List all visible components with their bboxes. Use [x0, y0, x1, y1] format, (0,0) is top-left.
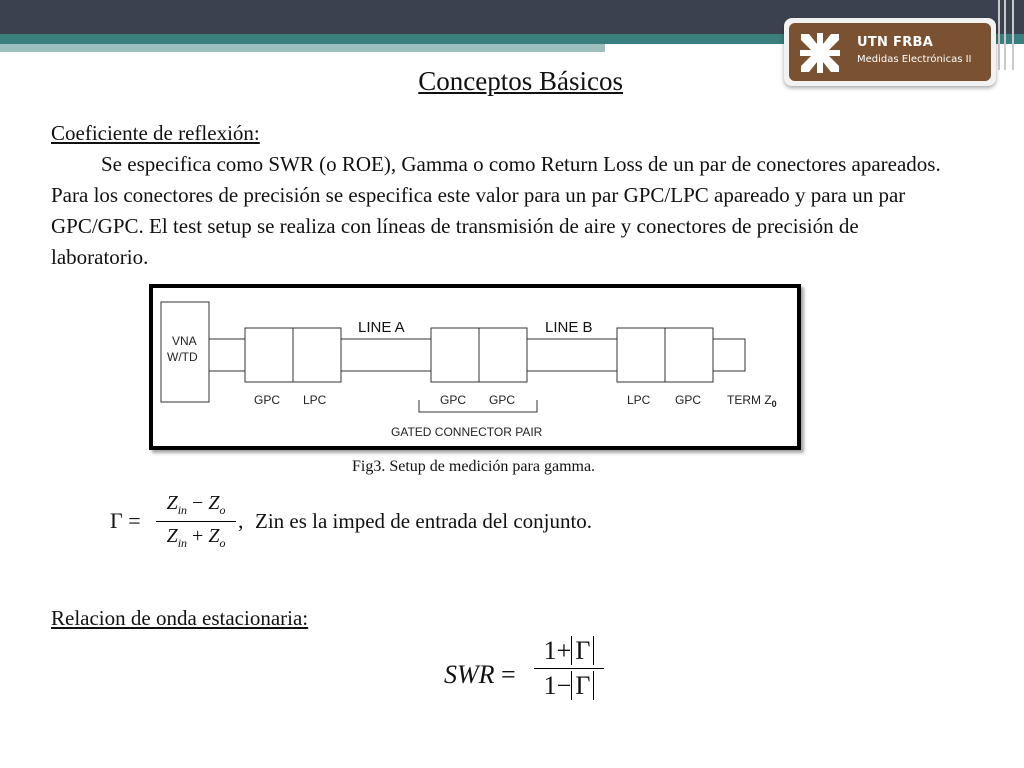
setup-diagram	[153, 288, 797, 446]
connector-label: GPC	[489, 393, 516, 407]
num-z-o: Z	[208, 492, 220, 514]
gated-connector-label: GATED CONNECTOR PAIR	[391, 425, 543, 439]
figure-caption: Fig3. Setup de medición para gamma.	[352, 458, 596, 475]
swr-den-prefix: 1−	[543, 671, 572, 700]
vna-label-line1: VNA	[172, 334, 197, 348]
gamma-comma: ,	[238, 508, 244, 533]
slide-title: Conceptos Básicos	[418, 66, 623, 96]
right-edge-lines	[994, 0, 1024, 70]
swr-numerator	[534, 636, 604, 666]
den-z-o: Z	[208, 525, 220, 547]
swr-num-prefix: 1+	[543, 636, 572, 665]
gamma-lhs: Γ =	[110, 508, 141, 533]
gamma-description: Zin es la imped de entrada del conjunto.	[255, 509, 593, 533]
connector-label: GPC	[675, 393, 702, 407]
gamma-numerator	[156, 492, 236, 518]
section-paragraph	[51, 149, 951, 273]
term-label-sub: 0	[771, 399, 777, 409]
num-operator: −	[187, 492, 209, 514]
den-operator: +	[187, 525, 209, 547]
gamma-denominator	[156, 525, 236, 551]
gamma-fraction-line	[156, 521, 236, 522]
section-heading-reflection: Coeficiente de reflexión:	[51, 121, 260, 145]
swr-num-gamma: Γ	[571, 636, 594, 665]
gamma-formula	[110, 492, 670, 554]
swr-den-gamma: Γ	[571, 671, 594, 700]
swr-symbol: SWR	[444, 660, 495, 689]
den-sub-o: o	[219, 536, 226, 550]
line-b-label: LINE B	[545, 319, 593, 336]
swr-lhs	[444, 660, 516, 690]
slide-title-wrap	[0, 66, 1004, 97]
vna-label-line2: W/TD	[167, 350, 198, 364]
logo-title: UTN FRBA	[857, 35, 934, 50]
connector-label: GPC	[440, 393, 467, 407]
swr-denominator	[534, 671, 604, 701]
logo-subtitle: Medidas Electrónicas II	[857, 54, 972, 65]
term-label	[727, 393, 777, 409]
connector-label: GPC	[254, 393, 281, 407]
term-label-main: TERM Z	[727, 393, 772, 407]
swr-fraction-line	[534, 668, 604, 669]
num-sub-o: o	[219, 503, 226, 517]
swr-equals: =	[494, 660, 516, 689]
setup-figure	[149, 284, 801, 450]
den-sub-in: in	[177, 536, 188, 550]
top-pale-bar	[0, 44, 605, 52]
swr-fraction	[534, 636, 604, 701]
line-a-label: LINE A	[358, 319, 405, 336]
swr-formula	[444, 636, 624, 726]
connector-label: LPC	[303, 393, 327, 407]
paragraph-text: Se especifica como SWR (o ROE), Gamma o como Return Loss de un par de conectores apareados. Para los conectores de precisión se especifica este valor para un par GPC/LPC apareado y para un par GPC/GPC. El test setup se realiza con líneas de transmisión de aire y conectores de precisión de laboratorio.	[51, 152, 941, 269]
section-heading-swr: Relacion de onda estacionaria:	[51, 606, 309, 630]
num-z-in: Z	[166, 492, 178, 514]
den-z-in: Z	[166, 525, 178, 547]
gamma-fraction	[156, 492, 236, 551]
num-sub-in: in	[177, 503, 188, 517]
connector-label: LPC	[627, 393, 651, 407]
